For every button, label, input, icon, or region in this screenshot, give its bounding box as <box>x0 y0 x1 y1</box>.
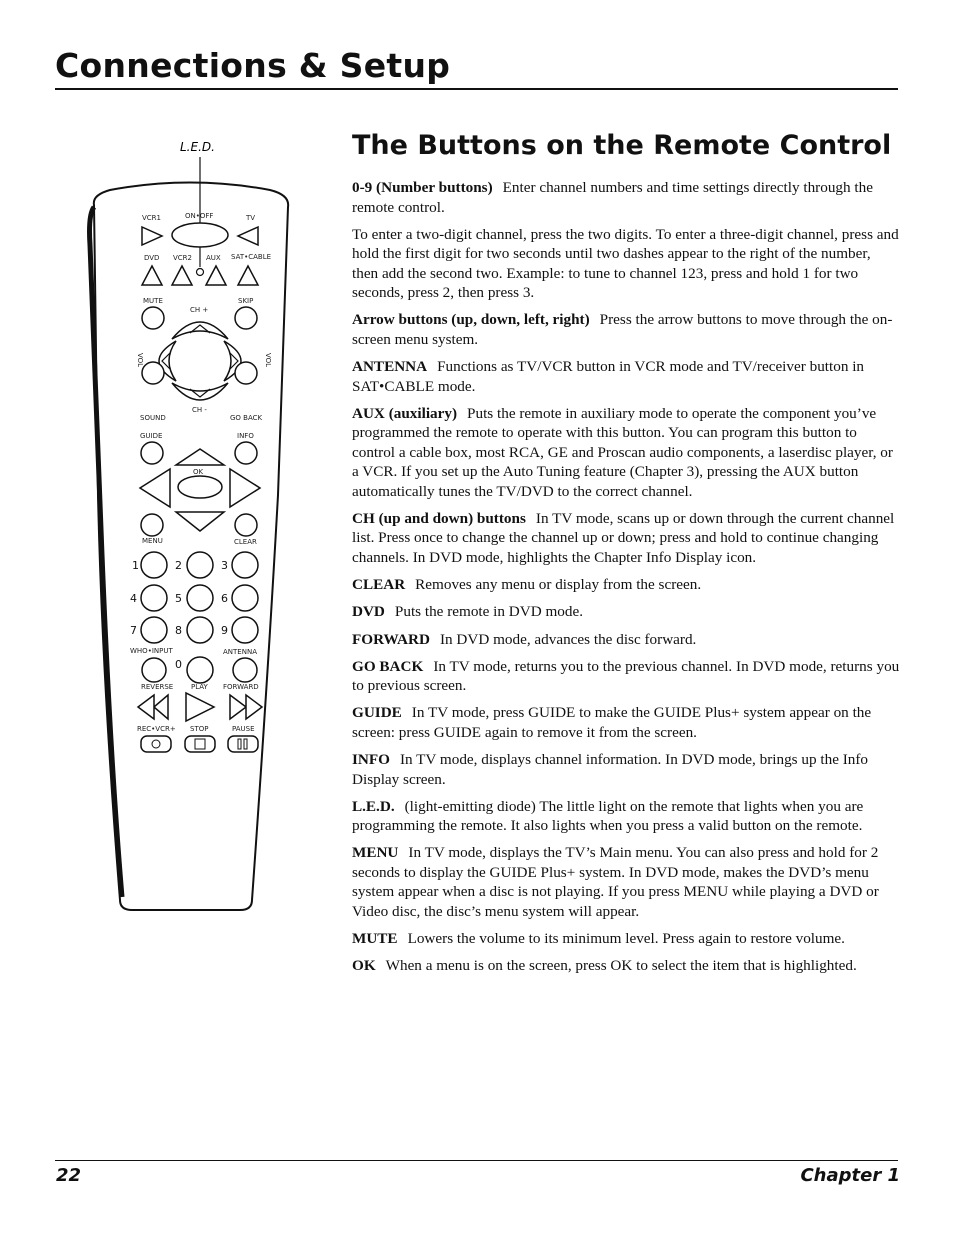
paragraph-term: FORWARD <box>352 630 430 648</box>
num-0-button[interactable] <box>187 657 213 683</box>
dvd-label: DVD <box>144 254 160 262</box>
on-off-label: ON•OFF <box>185 212 214 220</box>
num-6-button[interactable] <box>232 585 258 611</box>
num-1-button[interactable] <box>141 552 167 578</box>
num-9-button[interactable] <box>232 617 258 643</box>
stop-label: STOP <box>190 725 209 733</box>
paragraph-text: In TV mode, scans up or down through the current channel list. Press once to change the channel up or down; press and hold to continue changing channels. In DVD mode, highlights the Chapter Info Display icon. <box>352 509 895 566</box>
paragraph-text: In TV mode, returns you to the previous channel. In DVD mode, returns you to previous screen. <box>352 657 900 695</box>
pause-label: PAUSE <box>232 725 255 733</box>
paragraph <box>352 575 900 595</box>
paragraph <box>352 956 900 976</box>
pause-button[interactable] <box>228 736 258 752</box>
paragraph-term: OK <box>352 957 376 975</box>
skip-button[interactable] <box>235 307 257 329</box>
paragraph <box>352 509 900 568</box>
num-8-button[interactable] <box>187 617 213 643</box>
paragraph <box>352 750 900 789</box>
ok-label: OK <box>193 468 204 476</box>
paragraph-term: CLEAR <box>352 576 406 594</box>
paragraph-text: In DVD mode, advances the disc forward. <box>439 630 697 648</box>
paragraph-text: In TV mode, press GUIDE to make the GUIDE Plus+ system appear on the screen: press GUIDE again to remove it from the screen. <box>352 704 872 741</box>
who-input-label: WHO•INPUT <box>130 647 173 655</box>
paragraph <box>352 404 900 502</box>
paragraph <box>352 657 900 696</box>
section-title: The Buttons on the Remote Control <box>352 130 892 161</box>
vol-left-label: VOL <box>136 353 144 368</box>
paragraph <box>352 310 900 349</box>
header-title: Connections & Setup <box>55 46 451 85</box>
paragraph-term: GUIDE <box>352 704 402 722</box>
paragraph-text: Press the arrow buttons to move through the on-screen menu system. <box>352 311 893 348</box>
paragraph-text: In TV mode, displays channel information. In DVD mode, brings up the Info Display screen. <box>352 751 869 788</box>
paragraph-text: (light-emitting diode) The little light on the remote that lights when you are programming the remote. It also lights when you press a valid button on the remote. <box>352 797 864 835</box>
reverse-label: REVERSE <box>141 683 174 691</box>
rec-vcr-label: REC•VCR+ <box>137 725 176 733</box>
clear-button[interactable] <box>235 514 257 536</box>
skip-label: SKIP <box>238 297 254 305</box>
footer-rule <box>55 1160 898 1161</box>
chapter-label: Chapter 1 <box>800 1165 900 1186</box>
num-8-label: 8 <box>175 624 182 637</box>
num-5-button[interactable] <box>187 585 213 611</box>
mute-label: MUTE <box>143 297 163 305</box>
paragraph-term: MENU <box>352 844 399 862</box>
aux-label: AUX <box>206 254 221 262</box>
tv-label: TV <box>246 214 256 222</box>
body-text <box>352 178 900 984</box>
clear-label: CLEAR <box>234 538 257 546</box>
paragraph-text: In TV mode, displays the TV’s Main menu. You can also press and hold for 2 seconds to display the GUIDE Plus+ system. In DVD mode, makes the DVD’s menu system appear when a disc is not playing. If you press MENU while playing a DVD or Video disc, the disc’s menu system will appear. <box>352 844 879 920</box>
forward-label: FORWARD <box>223 683 259 691</box>
menu-button[interactable] <box>141 514 163 536</box>
paragraph-term: 0-9 (Number buttons) <box>352 179 493 196</box>
paragraph-term: ANTENNA <box>352 358 428 376</box>
num-2-label: 2 <box>175 559 182 572</box>
info-label: INFO <box>237 432 254 440</box>
go-back-button[interactable] <box>235 362 257 384</box>
on-off-button[interactable] <box>172 223 228 247</box>
antenna-label: ANTENNA <box>223 648 257 656</box>
paragraph-term: DVD <box>352 603 385 621</box>
paragraph-text: Removes any menu or display from the screen. <box>415 576 702 594</box>
paragraph-text: Puts the remote in auxiliary mode to operate the component you’ve programmed the remote to operate with this button. You can program this button to control a cable box, most RCA, GE and Proscan audio components, a laserdisc player, or a VCR. If you set up the Auto Tuning feature (Chapter 3), pressing the AUX button automatically tunes the TV/DVD to the correct channel. <box>352 404 893 500</box>
vol-right-label: VOL <box>264 353 272 368</box>
num-4-label: 4 <box>130 592 137 605</box>
vcr2-label: VCR2 <box>173 254 192 262</box>
led-callout-label: L.E.D. <box>180 140 215 154</box>
mute-button[interactable] <box>142 307 164 329</box>
paragraph <box>352 178 900 217</box>
paragraph-term: MUTE <box>352 930 398 948</box>
sound-button[interactable] <box>142 362 164 384</box>
menu-label: MENU <box>142 537 163 545</box>
num-9-label: 9 <box>221 624 228 637</box>
remote-illustration <box>80 135 320 920</box>
sat-cable-label: SAT•CABLE <box>231 253 272 261</box>
paragraph-term: INFO <box>352 751 390 769</box>
vcr1-label: VCR1 <box>142 214 161 222</box>
sound-label: SOUND <box>140 414 166 422</box>
paragraph <box>352 797 900 836</box>
who-input-button[interactable] <box>142 658 166 682</box>
info-button[interactable] <box>235 442 257 464</box>
num-5-label: 5 <box>175 592 182 605</box>
paragraph-text: Puts the remote in DVD mode. <box>394 603 584 621</box>
paragraph-text: When a menu is on the screen, press OK to select the item that is highlighted. <box>385 957 857 975</box>
ok-button[interactable] <box>178 476 222 498</box>
guide-button[interactable] <box>141 442 163 464</box>
num-0-label: 0 <box>175 658 182 671</box>
paragraph <box>352 929 900 949</box>
header-rule <box>55 88 898 90</box>
paragraph <box>352 602 900 622</box>
stop-button[interactable] <box>185 736 215 752</box>
rec-vcr-button[interactable] <box>141 736 171 752</box>
num-7-label: 7 <box>130 624 137 637</box>
play-label: PLAY <box>191 683 208 691</box>
paragraph-text: Functions as TV/VCR button in VCR mode and TV/receiver button in SAT•CABLE mode. <box>352 358 865 395</box>
guide-label: GUIDE <box>140 432 163 440</box>
paragraph <box>352 630 900 650</box>
paragraph <box>352 357 900 396</box>
paragraph <box>352 703 900 742</box>
paragraph-term: L.E.D. <box>352 797 395 815</box>
paragraph <box>352 843 900 921</box>
paragraph-term: Arrow buttons (up, down, left, right) <box>352 311 590 329</box>
paragraph-text: Enter channel numbers and time settings directly through the remote control. <box>352 179 873 216</box>
go-back-label: GO BACK <box>230 414 263 422</box>
num-6-label: 6 <box>221 592 228 605</box>
paragraph-term: AUX (auxiliary) <box>352 404 458 422</box>
paragraph-text: Lowers the volume to its minimum level. Press again to restore volume. <box>407 930 845 948</box>
paragraph-term: GO BACK <box>352 657 424 675</box>
num-2-button[interactable] <box>187 552 213 578</box>
paragraph-text: To enter a two-digit channel, press the two digits. To enter a three-digit channel, press and hold the first digit for two seconds until two dashes appear to the right of the number, then add the second two. Example: to tune to channel 123, press and hold 1 for two seconds, press 2, then press 3. <box>352 225 899 302</box>
num-4-button[interactable] <box>141 585 167 611</box>
ch-down-label: CH - <box>192 406 207 414</box>
page-number: 22 <box>56 1165 82 1186</box>
num-7-button[interactable] <box>141 617 167 643</box>
num-3-label: 3 <box>221 559 228 572</box>
led-indicator <box>197 269 204 276</box>
remote-body <box>94 183 288 911</box>
antenna-button[interactable] <box>233 658 257 682</box>
paragraph <box>352 225 900 303</box>
ch-up-label: CH + <box>190 306 209 314</box>
num-1-label: 1 <box>132 559 139 572</box>
num-3-button[interactable] <box>232 552 258 578</box>
paragraph-term: CH (up and down) buttons <box>352 509 526 527</box>
